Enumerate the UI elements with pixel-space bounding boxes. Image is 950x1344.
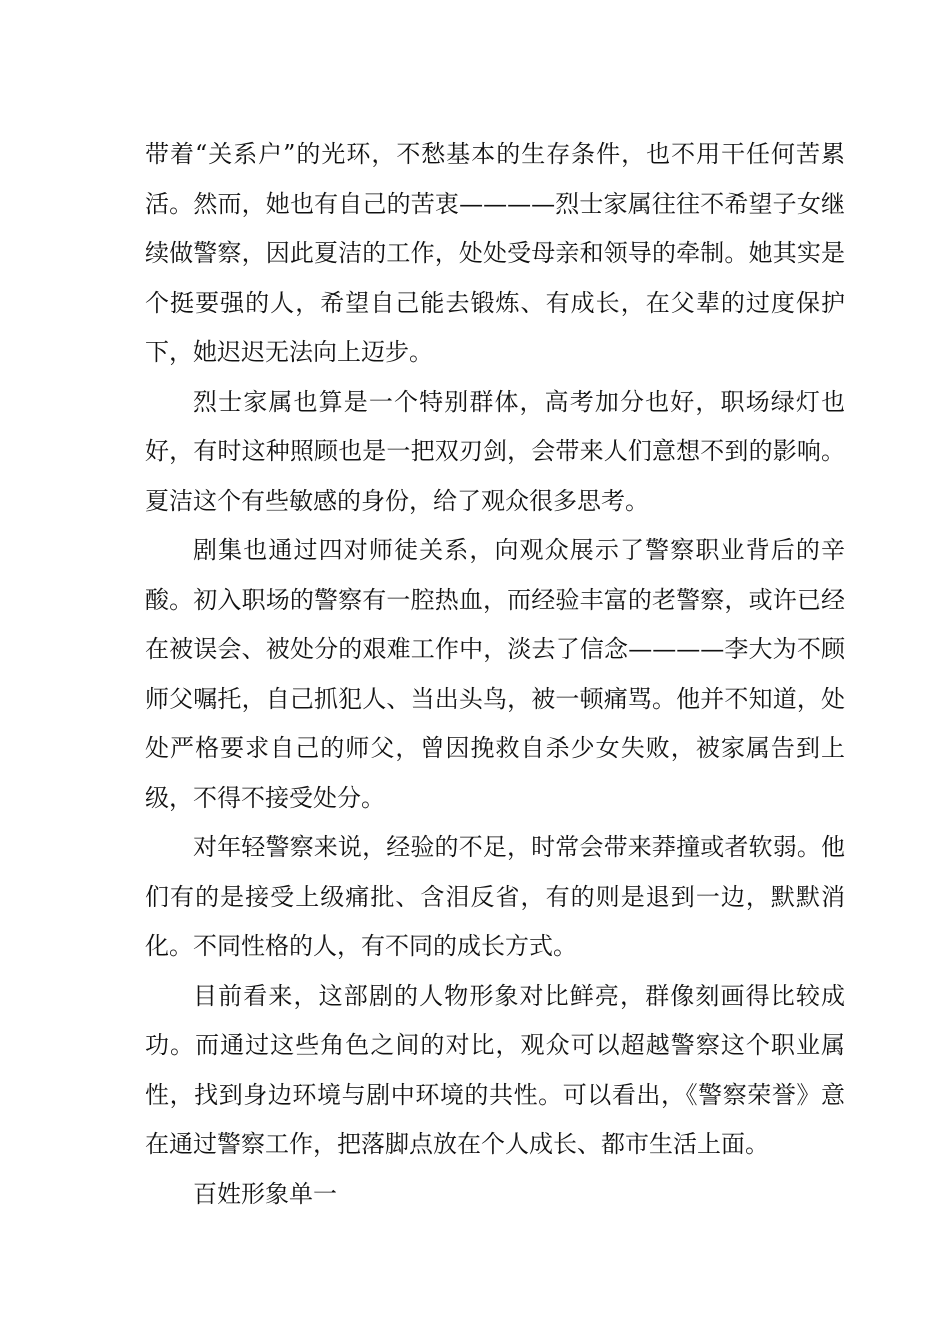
document-body (145, 130, 845, 1219)
paragraph-continued: 带着“关系户”的光环，不愁基本的生存条件，也不用干任何苦累活。然而，她也有自己的苦衷————烈士家属往往不希望子女继续做警察，因此夏洁的工作，处处受母亲和领导的牵制。她其实是个挺要强的人，希望自己能去锻炼、有成长，在父辈的过度保护下，她迟迟无法向上迈步。 (145, 140, 845, 366)
paragraph: 烈士家属也算是一个特别群体，高考加分也好，职场绿灯也好，有时这种照顾也是一把双刃剑，会带来人们意想不到的影响。夏洁这个有些敏感的身份，给了观众很多思考。 (145, 387, 845, 515)
paragraph: 目前看来，这部剧的人物形象对比鲜亮，群像刻画得比较成功。而通过这些角色之间的对比，观众可以超越警察这个职业属性，找到身边环境与剧中环境的共性。可以看出，《警察荣誉》意在通过警察工作，把落脚点放在个人成长、都市生活上面。 (145, 981, 845, 1158)
section-heading: 百姓形象单一 (193, 1179, 337, 1208)
paragraph: 对年轻警察来说，经验的不足，时常会带来莽撞或者软弱。他们有的是接受上级痛批、含泪反省，有的则是退到一边，默默消化。不同性格的人，有不同的成长方式。 (145, 833, 845, 960)
paragraph: 剧集也通过四对师徒关系，向观众展示了警察职业背后的辛酸。初入职场的警察有一腔热血，而经验丰富的老警察，或许已经在被误会、被处分的艰难工作中，淡去了信念————李大为不顾师父嘱托，自己抓犯人、当出头鸟，被一顿痛骂。他并不知道，处处严格要求自己的师父，曾因挽救自杀少女失败，被家属告到上级，不得不接受处分。 (145, 536, 845, 812)
